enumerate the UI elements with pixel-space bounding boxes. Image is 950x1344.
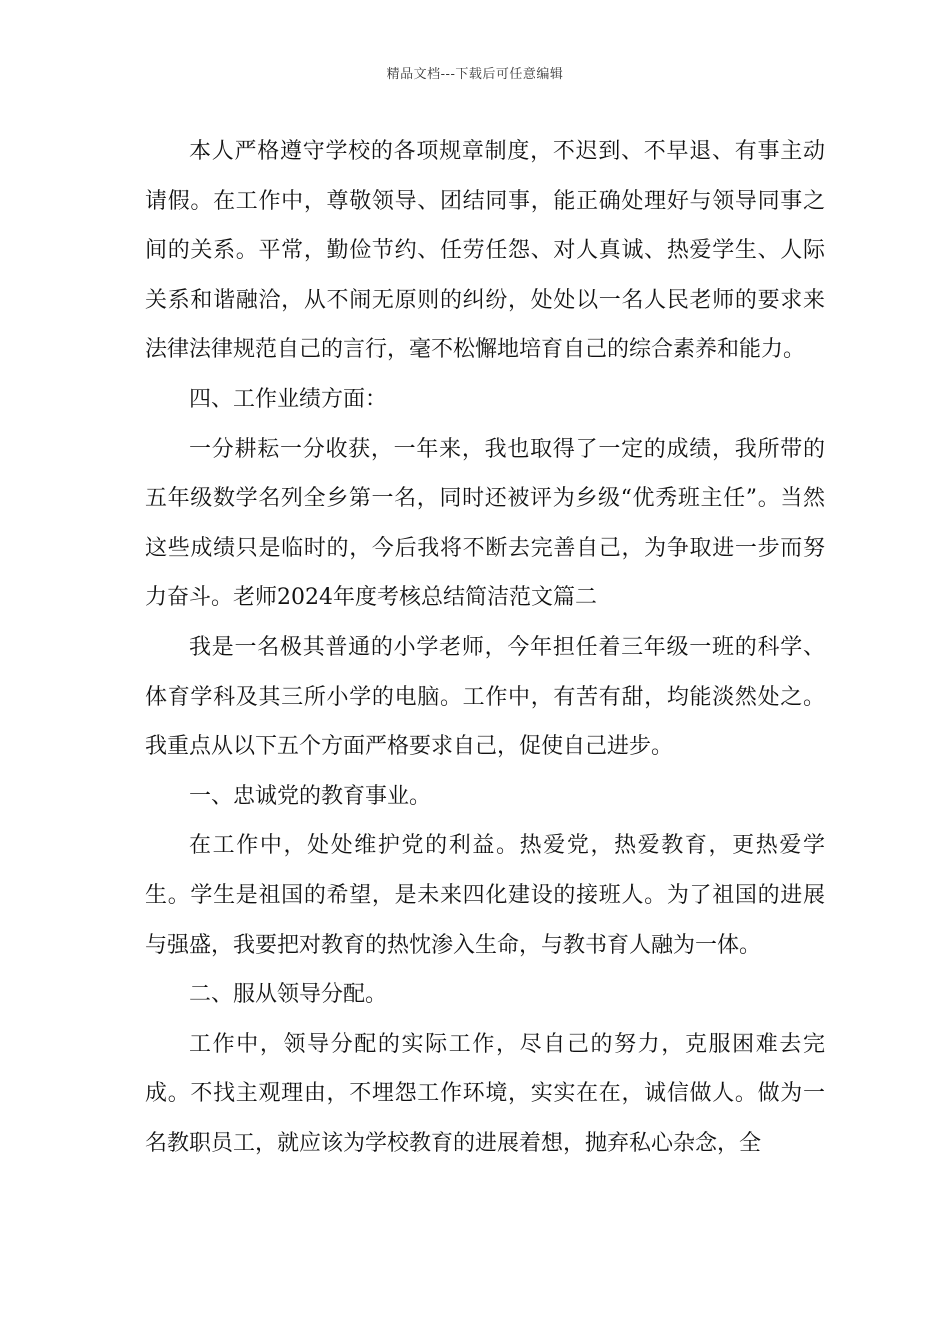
paragraph-achievements: 一分耕耘一分收获，一年来，我也取得了一定的成绩，我所带的五年级数学名列全乡第一名，同时还被评为乡级“优秀班主任”。当然这些成绩只是临时的，今后我将不断去完善自己，为争取进一步而努力奋斗。老师2024年度考核总结简洁范文篇二 xyxy=(145,436,825,611)
section-heading-work-performance: 四、工作业绩方面： xyxy=(189,386,388,412)
document-body xyxy=(145,127,825,1168)
paragraph-conduct: 本人严格遵守学校的各项规章制度，不迟到、不早退、有事主动请假。在工作中，尊敬领导、团结同事，能正确处理好与领导同事之间的关系。平常，勤俭节约、任劳任怨、对人真诚、热爱学生、人际关系和谐融洽，从不闹无原则的纠纷，处处以一名人民老师的要求来法律法律规范自己的言行，毫不松懈地培育自己的综合素养和能力。 xyxy=(145,139,825,363)
page-header: 精品文档---下载后可任意编辑 xyxy=(386,67,564,82)
paragraph-loyalty: 在工作中，处处维护党的利益。热爱党，热爱教育，更热爱学生。学生是祖国的希望，是未来四化建设的接班人。为了祖国的进展与强盛，我要把对教育的热忱渗入生命，与教书育人融为一体。 xyxy=(145,833,825,958)
paragraph-obey-leadership: 工作中，领导分配的实际工作，尽自己的努力，克服困难去完成。不找主观理由，不埋怨工作环境，实实在在，诚信做人。做为一名教职员工，就应该为学校教育的进展着想，抛弃私心杂念，全 xyxy=(145,1031,825,1156)
section-heading-loyalty: 一、忠诚党的教育事业。 xyxy=(189,783,432,809)
paragraph-introduction: 我是一名极其普通的小学老师，今年担任着三年级一班的科学、体育学科及其三所小学的电脑。工作中，有苦有甜，均能淡然处之。我重点从以下五个方面严格要求自己，促使自己进步。 xyxy=(145,634,825,760)
section-heading-obey-leadership: 二、服从领导分配。 xyxy=(189,982,388,1008)
